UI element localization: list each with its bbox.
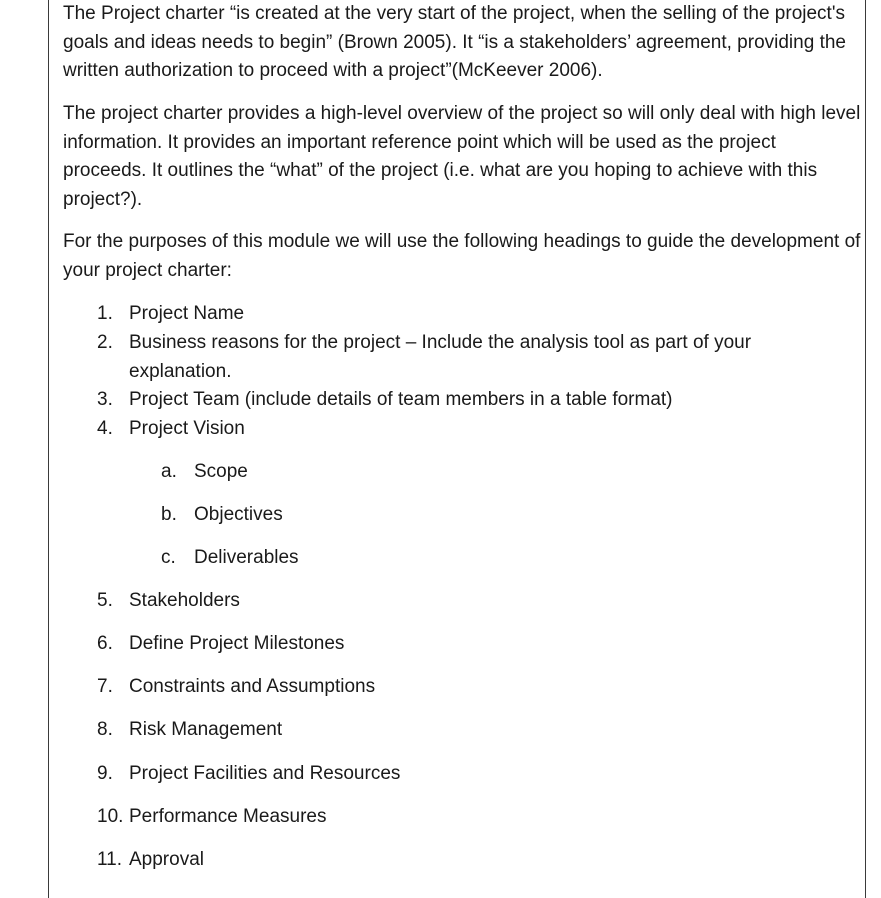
list-text: Constraints and Assumptions bbox=[129, 676, 376, 697]
list-number: 7. bbox=[97, 676, 113, 697]
list-number: 10. bbox=[97, 806, 124, 827]
list-text: Business reasons for the project – Include the analysis tool as part of your explanation. bbox=[129, 332, 752, 382]
list-text: Define Project Milestones bbox=[129, 633, 345, 654]
list-text: Risk Management bbox=[129, 719, 283, 740]
paragraph-overview: The project charter provides a high-level overview of the project so will only deal with high level information. It provides an important reference point which will be used as the project proceeds. It outlines the “what” of the project (i.e. what are you hoping to achieve with this project?). bbox=[63, 103, 861, 210]
list-text: Project Facilities and Resources bbox=[129, 763, 401, 784]
list-number: 8. bbox=[97, 719, 113, 740]
list-text: Deliverables bbox=[194, 547, 299, 568]
list-text: Project Name bbox=[129, 303, 245, 324]
list-number: 2. bbox=[97, 332, 113, 353]
list-text: Stakeholders bbox=[129, 590, 240, 611]
list-number: 5. bbox=[97, 590, 113, 611]
list-number: 6. bbox=[97, 633, 113, 654]
paragraph-intro: The Project charter “is created at the very start of the project, when the selling of the project's goals and ideas needs to begin” (Brown 2005). It “is a stakeholders’ agreement, providing the written authorization to proceed with a project”(McKeever 2006). bbox=[63, 3, 846, 82]
list-number: 9. bbox=[97, 763, 113, 784]
list-letter: b. bbox=[161, 504, 177, 525]
list-number: 1. bbox=[97, 303, 113, 324]
paragraph-headings-intro: For the purposes of this module we will use the following headings to guide the development of your project charter: bbox=[63, 231, 861, 281]
list-text: Approval bbox=[129, 849, 204, 870]
list-text: Performance Measures bbox=[129, 806, 327, 827]
list-text: Scope bbox=[194, 461, 248, 482]
list-number: 11. bbox=[97, 849, 123, 870]
list-text: Project Team (include details of team members in a table format) bbox=[129, 389, 673, 410]
list-letter: a. bbox=[161, 461, 177, 482]
list-text: Objectives bbox=[194, 504, 283, 525]
list-text: Project Vision bbox=[129, 418, 245, 439]
list-number: 4. bbox=[97, 418, 113, 439]
list-letter: c. bbox=[161, 547, 176, 568]
list-number: 3. bbox=[97, 389, 113, 410]
